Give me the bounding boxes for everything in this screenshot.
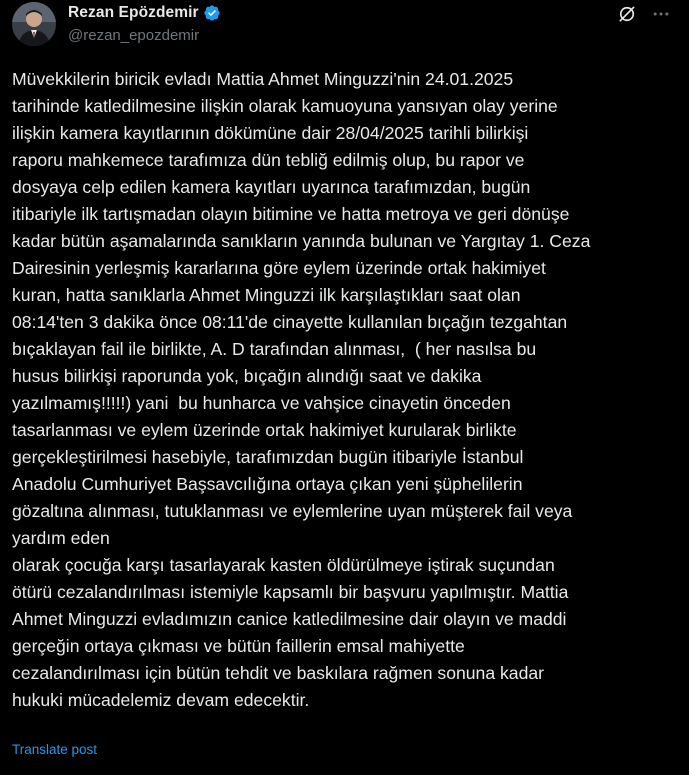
author-name-row <box>68 3 221 23</box>
translate-post-link[interactable]: Translate post <box>12 742 98 757</box>
verified-badge-icon[interactable] <box>203 4 221 22</box>
author-handle[interactable]: @rezan_epozdemir <box>68 27 200 44</box>
post-text: Müvekkilerin biricik evladı Mattia Ahmet Minguzzi'nin 24.01.2025 tarihinde katledilmesine ilişkin olarak kamuoyuna yansıyan olay yerine ilişkin kamera kayıtlarının dökümüne dair 28/04/2025 tarihli bilirkişi raporu mahkemece tarafımıza dün tebliğ edilmiş olup, bu rapor ve dosyaya celp edilen kamera kayıtları uyarınca tarafımızdan, bugün itibariyle ilk tartışmadan olayın bitimine ve hatta metroya ve geri dönüşe kadar bütün aşamalarında sanıkların yanında bulunan ve Yargıtay 1. Ceza Dairesinin yerleşmiş kararlarına göre eylem üzerinde ortak hakimiyet kuran, hatta sanıklarla Ahmet Minguzzi ilk karşılaştıkları saat olan 08:14'ten 3 dakika önce 08:11'de cinayette kullanılan bıçağın tezgahtan bıçaklayan fail ile birlikte, A. D tarafından alınması, ( her nasılsa bu husus bilirkişi raporunda yok, bıçağın alındığı saat ve dakika yazılmamış!!!!!) yani bu hunharca ve vahşice cinayetin önceden tasarlanması ve eylem üzerinde ortak hakimiyet kurularak birlikte gerçekleştirilmesi hasebiyle, tarafımızdan bugün itibariyle İstanbul Anadolu Cumhuriyet Başsavcılığına ortaya çıkan yeni şüphelilerin gözaltına alınması, tutuklanması ve eylemlerine uyan müşterek fail veya yardım eden olarak çocuğa karşı tasarlayarak kasten öldürülmeye iştirak suçundan ötürü cezalandırılması istemiyle kapsamlı bir başvuru yapılmıştır. Mattia Ahmet Minguzzi evladımızın canice katledilmesine dair olayın ve maddi gerçeğin ortaya çıkması ve bütün faillerin emsal mahiyette cezalandırılması için bütün tehdit ve baskılara rağmen sonuna kadar hukuki mücadelemiz devam edecektir. <box>12 69 591 710</box>
more-options-icon[interactable] <box>651 4 671 24</box>
avatar[interactable] <box>12 2 56 46</box>
grok-icon[interactable] <box>617 4 637 24</box>
post-top-actions <box>617 4 671 24</box>
author-display-name[interactable]: Rezan Epözdemir <box>68 4 199 21</box>
